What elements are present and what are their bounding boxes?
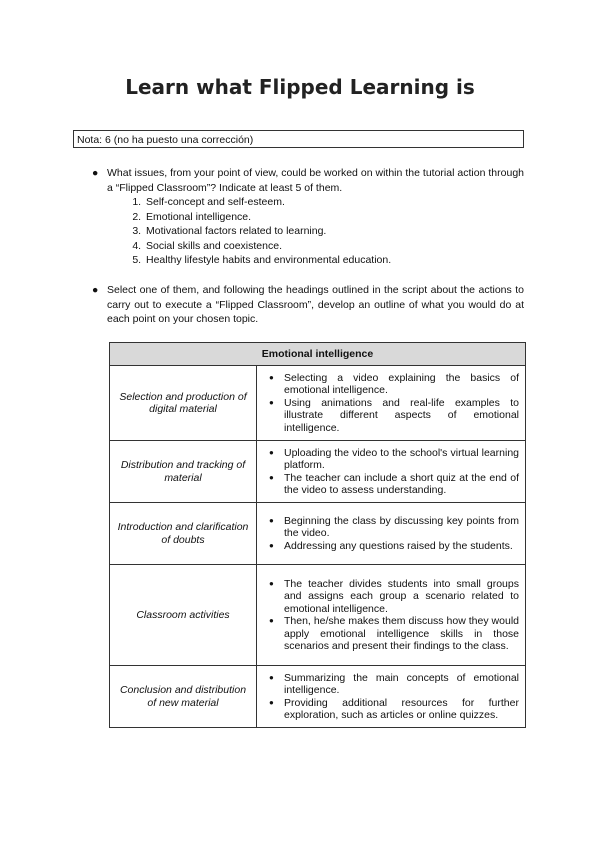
table-row [110, 503, 526, 565]
list-item: ● Selecting a video explaining the basics of emotional intelligence. [284, 372, 519, 397]
list-item: ● Using animations and real-life examples to illustrate different aspects of emotional intelligence. [284, 397, 519, 435]
question-2-text: ● Select one of them, and following the headings outlined in the script about the actions to carry out to execute a “Flipped Classroom”, develop an outline of what you would do at each point on your chosen topic. [92, 284, 524, 325]
question-1-text: ● What issues, from your point of view, could be worked on within the tutorial action through a “Flipped Classroom”? Indicate at least 5 of them. [92, 167, 524, 194]
row-label: Distribution and tracking of material [110, 441, 257, 503]
list-item: 5. Healthy lifestyle habits and environmental education. [144, 253, 524, 268]
row-label: Introduction and clarification of doubts [110, 503, 257, 565]
list-item: ● The teacher can include a short quiz at the end of the video to assess understanding. [284, 472, 519, 497]
table-row [110, 366, 526, 441]
question-1 [92, 166, 524, 268]
row-label: Selection and production of digital material [110, 366, 257, 441]
list-item: ● Providing additional resources for further exploration, such as articles or online quizzes. [284, 697, 519, 722]
table-row [110, 441, 526, 503]
question-2 [92, 283, 524, 327]
list-item: ● Then, he/she makes them discuss how they would apply emotional intelligence skills in those scenarios and present their findings to the class. [284, 615, 519, 653]
row-label: Conclusion and distribution of new material [110, 666, 257, 728]
bullet-icon: ● [92, 167, 99, 179]
list-item: 2. Emotional intelligence. [144, 210, 524, 225]
list-item: 3. Motivational factors related to learning. [144, 224, 524, 239]
table-row [110, 565, 526, 666]
grade-note: Nota: 6 (no ha puesto una corrección) [73, 130, 524, 148]
table-row [110, 666, 526, 728]
list-item: ● Summarizing the main concepts of emotional intelligence. [284, 672, 519, 697]
list-item: ● The teacher divides students into small groups and assigns each group a scenario related to emotional intelligence. [284, 578, 519, 616]
list-item: ● Beginning the class by discussing key points from the video. [284, 515, 519, 540]
outline-table [109, 342, 526, 728]
table-header: Emotional intelligence [110, 343, 526, 366]
page-title: Learn what Flipped Learning is [125, 75, 475, 99]
list-item: 1. Self-concept and self-esteem. [144, 195, 524, 210]
bullet-icon: ● [92, 284, 99, 296]
row-label: Classroom activities [110, 565, 257, 666]
list-item: ● Addressing any questions raised by the students. [284, 540, 519, 553]
table-header-row [110, 343, 526, 366]
issues-list [92, 195, 524, 268]
list-item: ● Uploading the video to the school's virtual learning platform. [284, 447, 519, 472]
list-item: 4. Social skills and coexistence. [144, 239, 524, 254]
